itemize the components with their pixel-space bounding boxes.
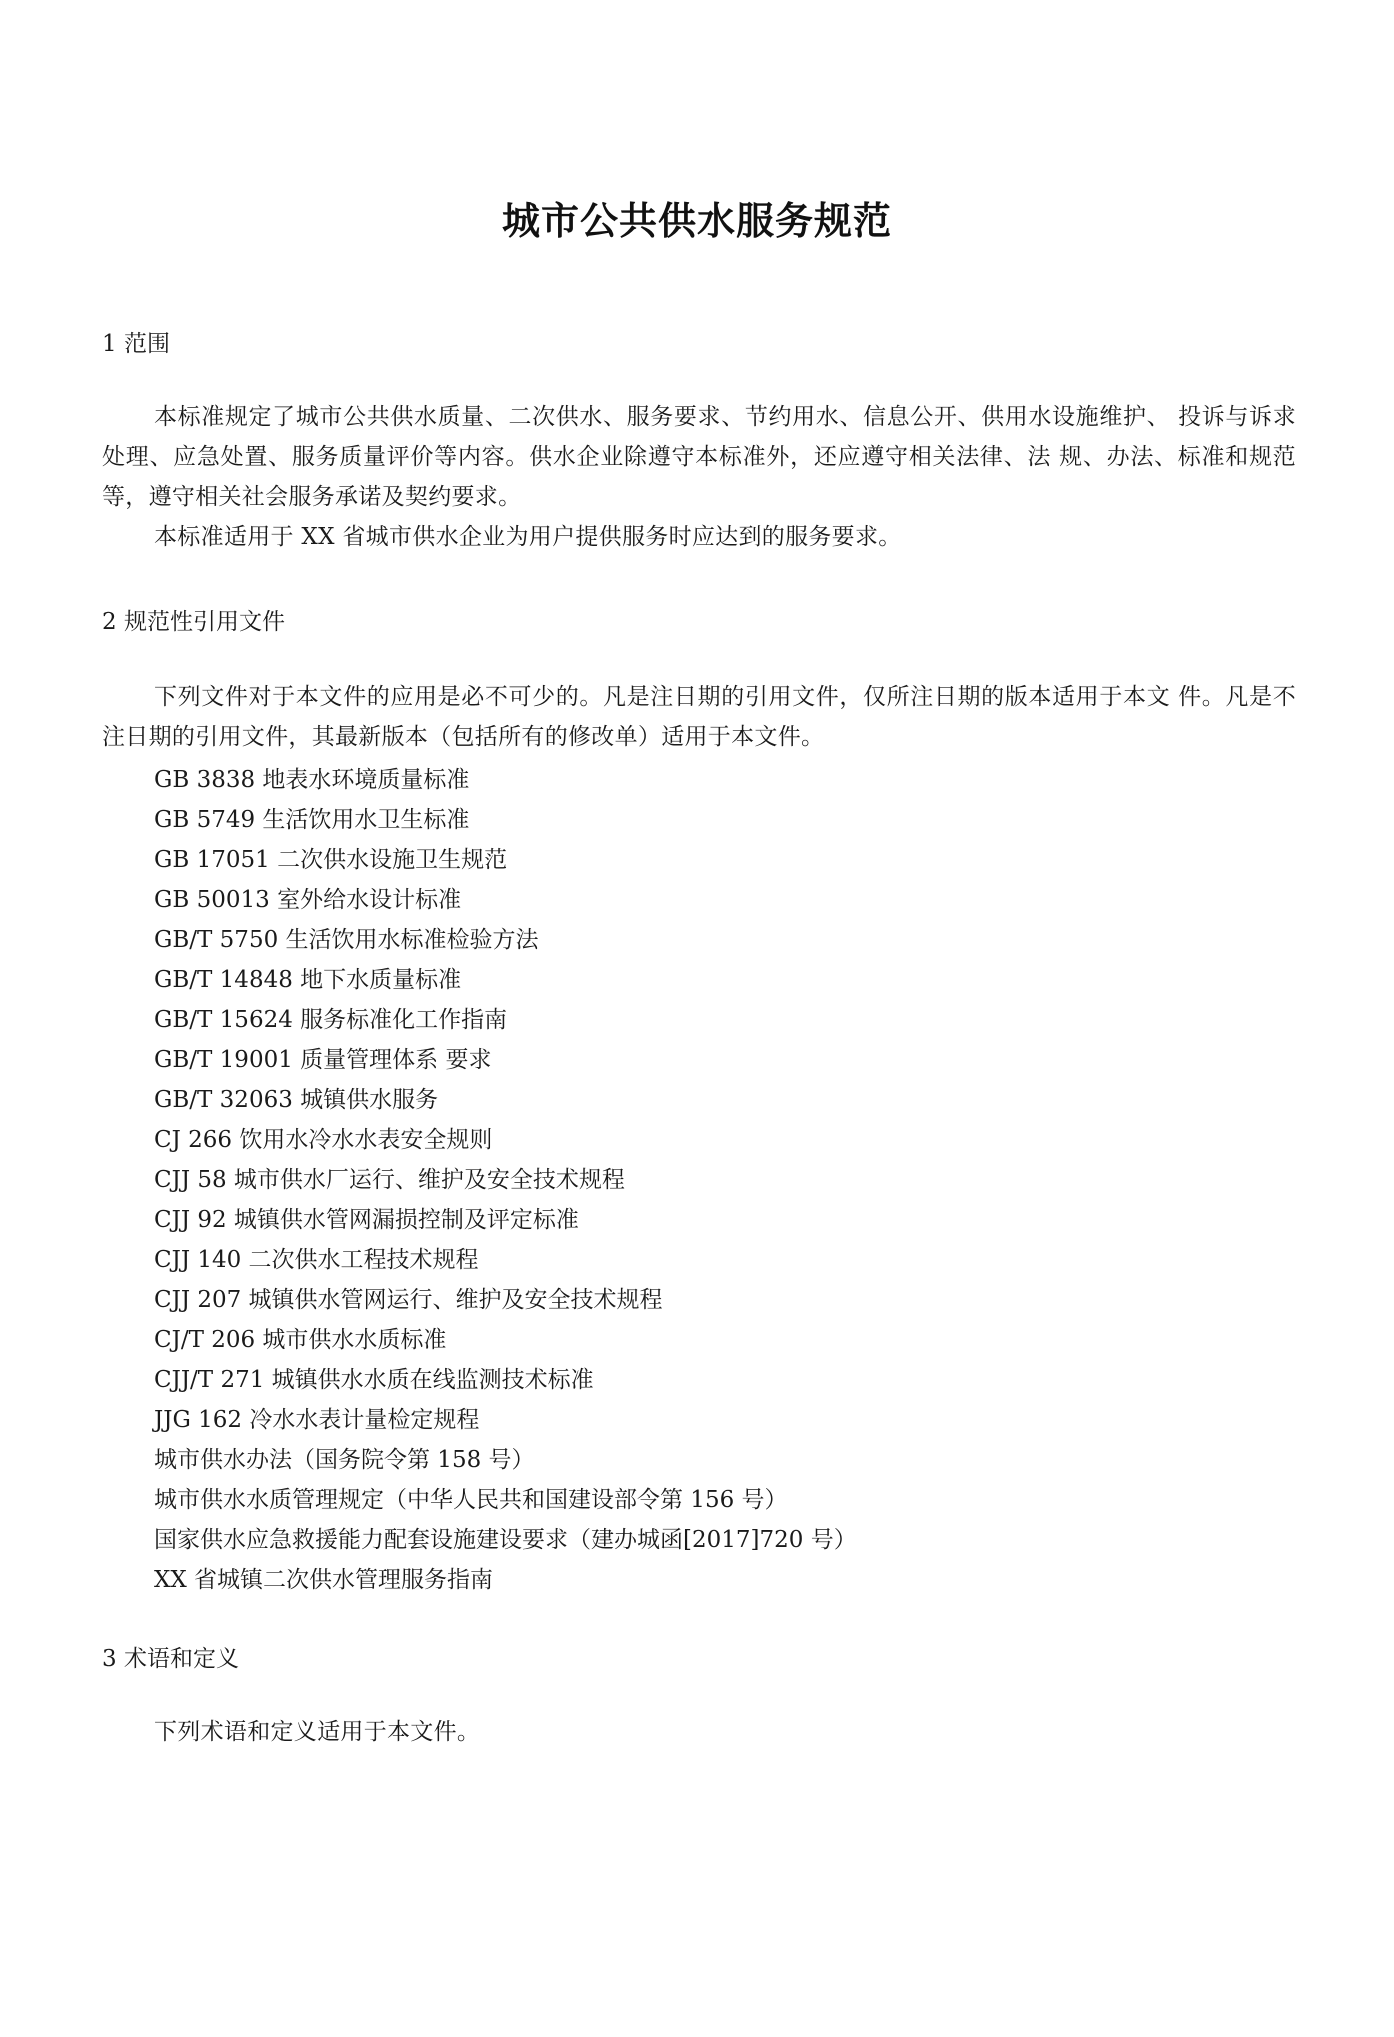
reference-item: GB 17051 二次供水设施卫生规范 — [154, 847, 508, 873]
reference-item: GB/T 32063 城镇供水服务 — [154, 1087, 439, 1113]
reference-item: 城市供水办法（国务院令第 158 号） — [154, 1447, 535, 1473]
reference-item: CJ 266 饮用水冷水水表安全规则 — [154, 1127, 493, 1153]
document-title: 城市公共供水服务规范 — [501, 199, 892, 243]
reference-item: CJJ 92 城镇供水管网漏损控制及评定标准 — [154, 1207, 579, 1233]
reference-item: JJG 162 冷水水表计量检定规程 — [154, 1407, 480, 1433]
scope-paragraph-2: 本标准适用于 XX 省城市供水企业为用户提供服务时应达到的服务要求。 — [154, 524, 902, 550]
references-intro-paragraph: 下列文件对于本文件的应用是必不可少的。凡是注日期的引用文件，仅所注日期的版本适用于本文 件。凡是不注日期的引用文件，其最新版本（包括所有的修改单）适用于本文件。 — [102, 684, 1296, 750]
reference-item: GB 5749 生活饮用水卫生标准 — [154, 807, 470, 833]
terms-intro-paragraph: 下列术语和定义适用于本文件。 — [154, 1719, 481, 1745]
section-heading-scope: 1 范围 — [102, 331, 170, 357]
reference-item: GB 3838 地表水环境质量标准 — [154, 767, 470, 793]
reference-item: GB/T 5750 生活饮用水标准检验方法 — [154, 927, 539, 953]
reference-item: XX 省城镇二次供水管理服务指南 — [154, 1567, 494, 1593]
reference-item: GB/T 19001 质量管理体系 要求 — [154, 1047, 492, 1073]
scope-paragraph-1: 本标准规定了城市公共供水质量、二次供水、服务要求、节约用水、信息公开、供用水设施维护、 投诉与诉求处理、应急处置、服务质量评价等内容。供水企业除遵守本标准外，还应遵守相关法律、法 规、办法、标准和规范等，遵守相关社会服务承诺及契约要求。 — [102, 404, 1296, 510]
reference-item: GB/T 14848 地下水质量标准 — [154, 967, 462, 993]
reference-item: CJJ 140 二次供水工程技术规程 — [154, 1247, 479, 1273]
reference-item: CJJ/T 271 城镇供水水质在线监测技术标准 — [154, 1367, 594, 1393]
reference-item: 国家供水应急救援能力配套设施建设要求（建办城函[2017]720 号） — [154, 1527, 857, 1553]
reference-item: GB/T 15624 服务标准化工作指南 — [154, 1007, 508, 1033]
reference-item: CJJ 207 城镇供水管网运行、维护及安全技术规程 — [154, 1287, 663, 1313]
reference-list — [154, 760, 857, 1600]
section-heading-terms-definitions: 3 术语和定义 — [102, 1646, 239, 1672]
reference-item: CJ/T 206 城市供水水质标准 — [154, 1327, 447, 1353]
reference-item: GB 50013 室外给水设计标准 — [154, 887, 462, 913]
reference-item: CJJ 58 城市供水厂运行、维护及安全技术规程 — [154, 1167, 625, 1193]
reference-item: 城市供水水质管理规定（中华人民共和国建设部令第 156 号） — [154, 1487, 788, 1513]
section-heading-normative-references: 2 规范性引用文件 — [102, 609, 285, 635]
